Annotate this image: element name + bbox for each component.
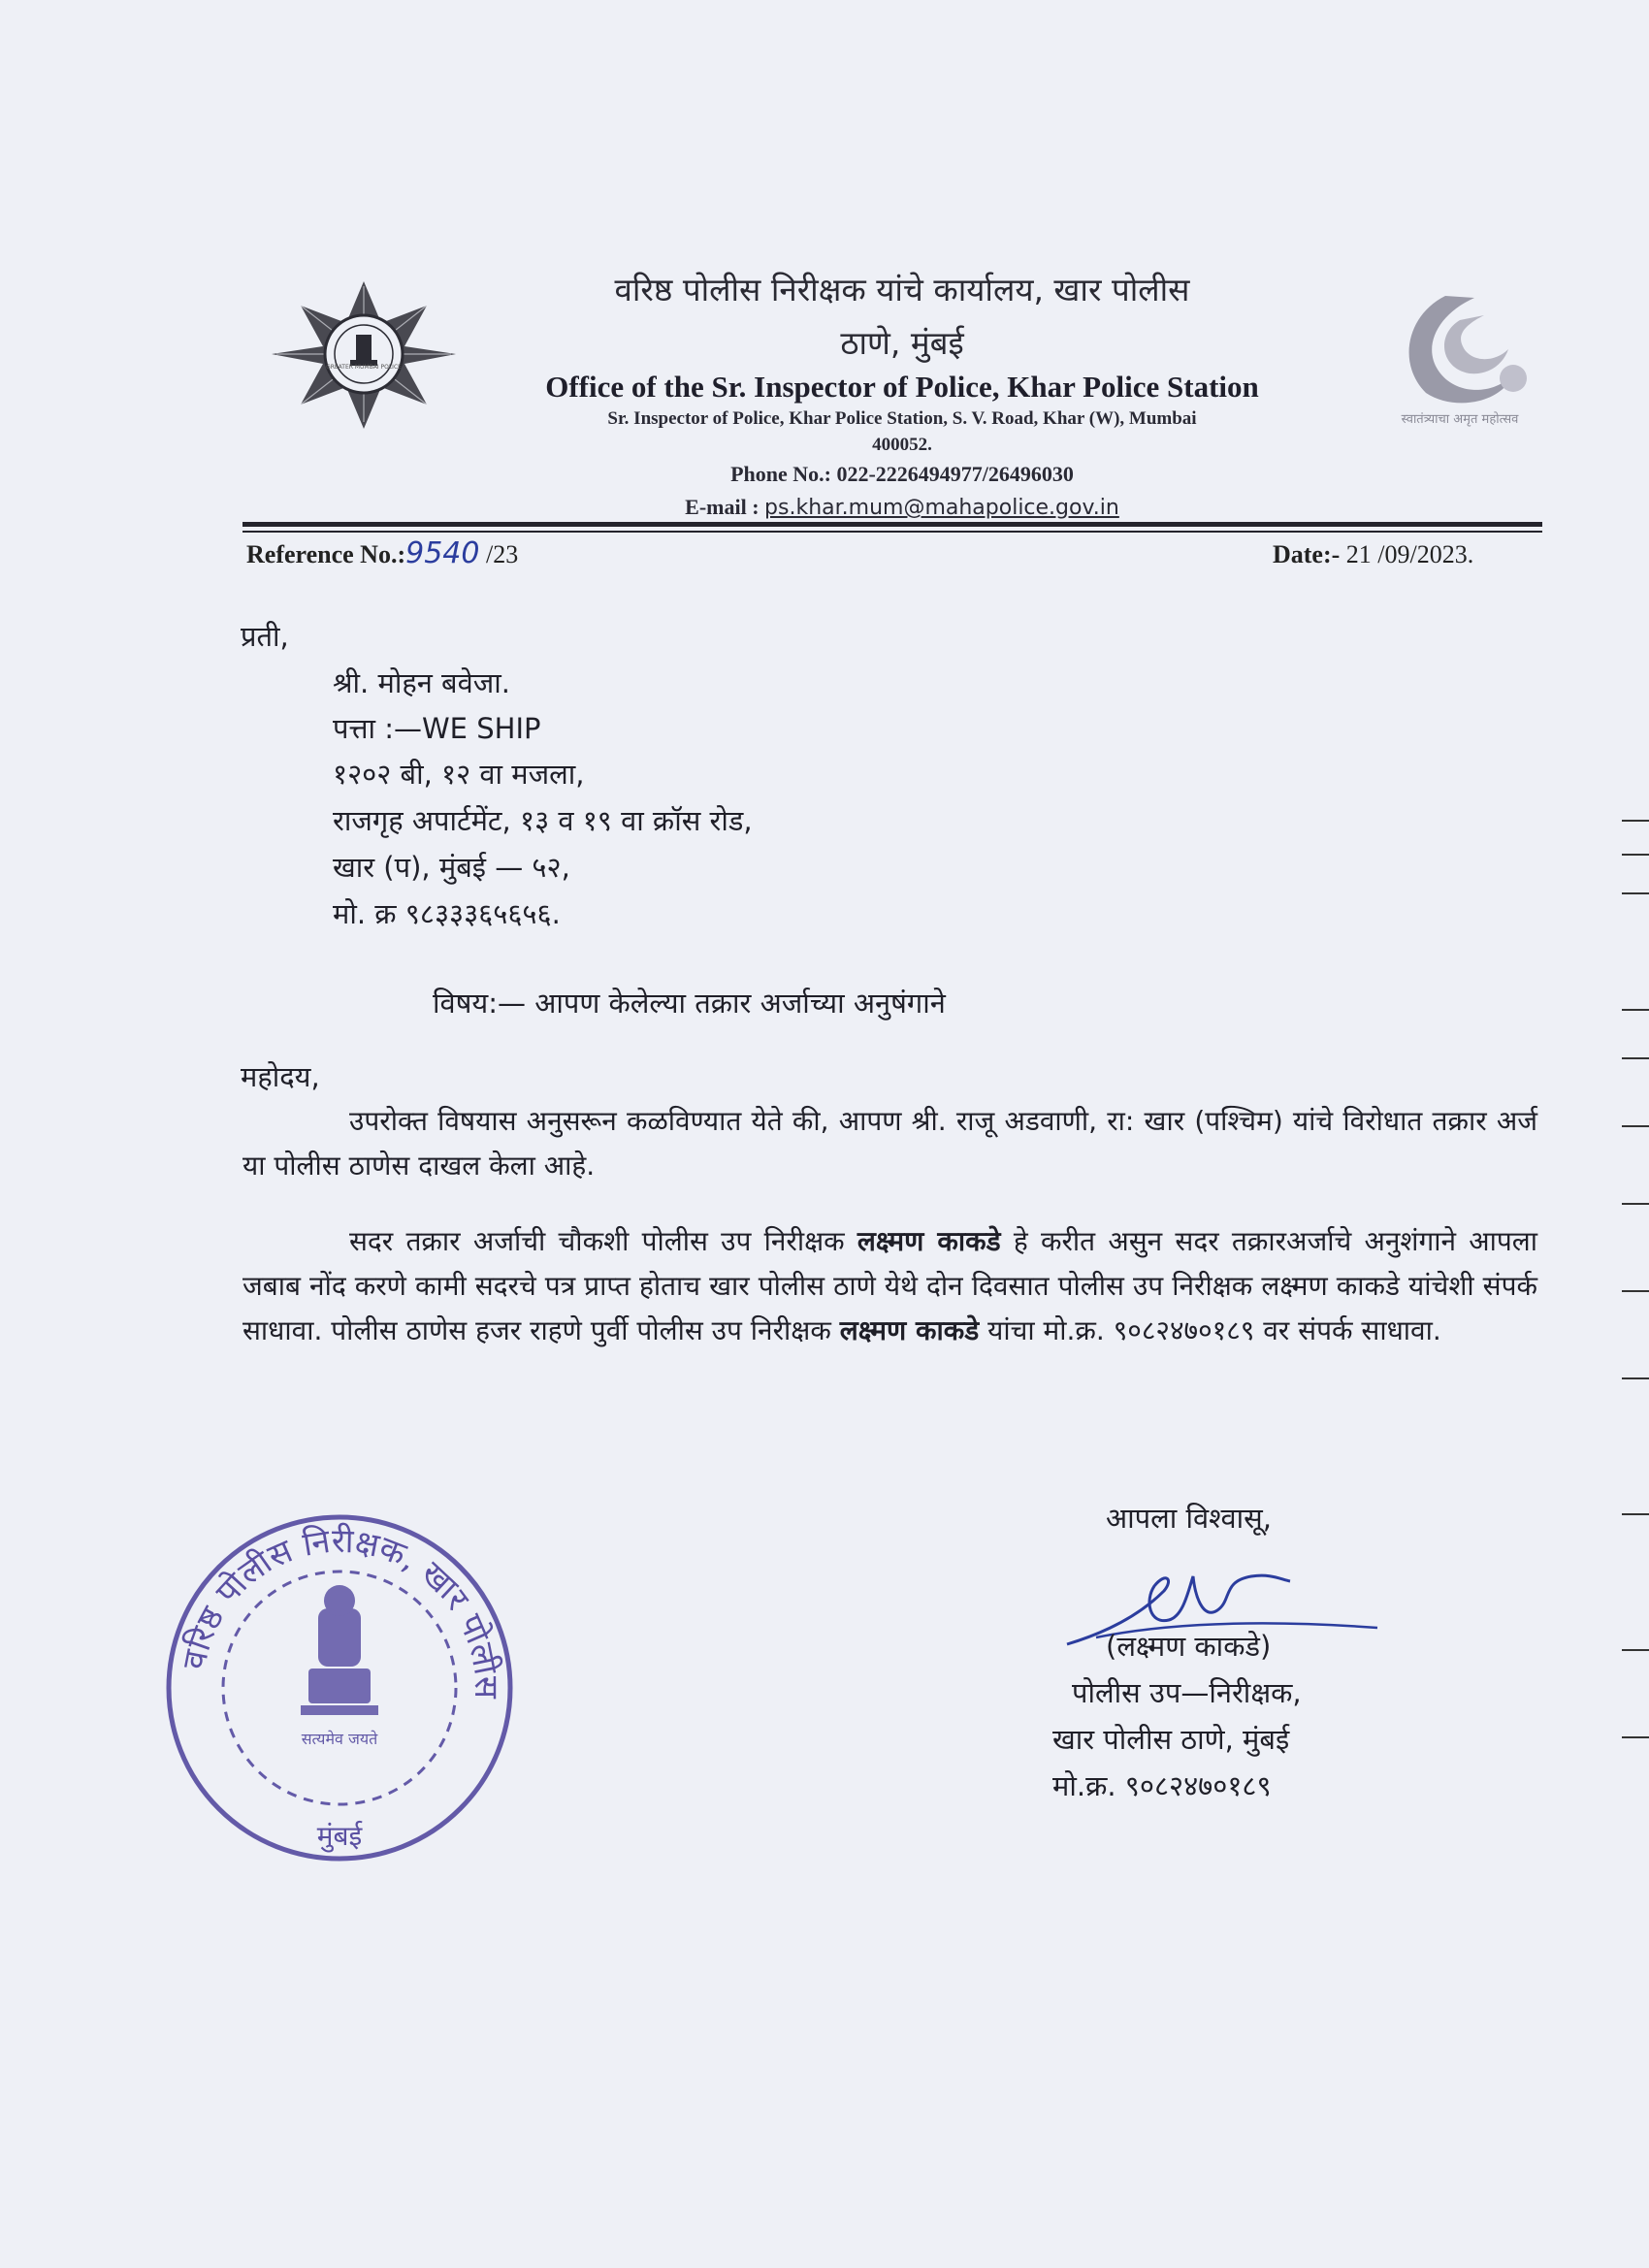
para2-text-3: यांचा मो.क्र. ९०८२४७०१८९ वर संपर्क साधावा. [979, 1314, 1441, 1346]
reference-row [246, 536, 518, 570]
office-stamp [155, 1504, 524, 1872]
swirl-logo-icon [1368, 276, 1552, 422]
para2-text-2: हे करीत असुन सदर तक्रारअर्जाचे अनुशंगाने आपला जबाब नोंद करणे कामी सदरचे पत्र प्राप्त होताच खार पोलीस ठाणे येथे दोन दिवसात पोलीस उप निरीक्षक लक्ष्मण काकडे यांचेशी संपर्क साधावा. पोलीस ठाणेस हजर राहणे पुर्वी पोलीस उप निरीक्षक [242, 1225, 1537, 1346]
header-title-english: Office of the Sr. Inspector of Police, Khar Police Station [545, 370, 1259, 404]
recipient-address-2: राजगृह अपार्टमेंट, १३ व १९ वा क्रॉस रोड, [333, 804, 753, 837]
header-address-1: Sr. Inspector of Police, Khar Police Station, S. V. Road, Khar (W), Mumbai [607, 408, 1197, 429]
body-paragraph-1: उपरोक्त विषयास अनुसरून कळविण्यात येते की, आपण श्री. राजू अडवाणी, रा: खार (पश्चिम) यांचे विरोधात तक्रार अर्ज या पोलीस ठाणेस दाखल केला आहे. [242, 1105, 1537, 1182]
header-email-row [427, 495, 1377, 520]
margin-mark [1622, 1125, 1649, 1127]
amrit-mahotsav-caption: स्वातंत्र्याचा अमृत महोत्सव [1401, 412, 1519, 427]
header-phone: Phone No.: 022-2226494977/26496030 [730, 462, 1074, 486]
date-label: Date:- [1273, 540, 1341, 568]
margin-mark [1622, 1377, 1649, 1379]
recipient-name: श्री. मोहन बवेजा. [333, 666, 510, 699]
header-title-marathi-1: वरिष्ठ पोलीस निरीक्षक यांचे कार्यालय, खार पोलीस [614, 271, 1190, 308]
email-link[interactable]: ps.khar.mum@mahapolice.gov.in [764, 496, 1119, 520]
header-rule-thin [242, 531, 1542, 533]
reference-suffix: /23 [479, 540, 519, 568]
margin-mark [1622, 1290, 1649, 1292]
recipient-address-label: पत्ता :—WE SHIP [333, 712, 541, 745]
amrit-mahotsav-logo [1368, 276, 1552, 422]
reference-number: 9540 [405, 536, 480, 570]
prati: प्रती, [241, 620, 289, 653]
signatory-name: (लक्ष्मण काकडे) [1106, 1630, 1272, 1663]
stamp-seal-icon [155, 1504, 524, 1872]
margin-mark [1622, 1203, 1649, 1205]
stamp-bottom-text: मुंबई [316, 1820, 363, 1852]
salutation: महोदय, [241, 1060, 320, 1093]
date-value: 21 /09/2023. [1340, 540, 1474, 568]
header-rule-thick [242, 522, 1542, 527]
margin-mark [1622, 820, 1649, 822]
margin-mark [1622, 892, 1649, 894]
margin-mark [1622, 1649, 1649, 1651]
signatory-designation: पोलीस उप—निरीक्षक, [1072, 1676, 1302, 1709]
email-label: E-mail : [685, 495, 765, 519]
stamp-emblem-caption: सत्यमेव जयते [301, 1730, 378, 1748]
recipient-address-3: खार (प), मुंबई — ५२, [333, 851, 570, 884]
body-paragraph-2 [242, 1219, 1537, 1353]
date-row [1273, 540, 1473, 569]
para2-officer-name-2: लक्ष्मण काकडे [839, 1314, 980, 1346]
left-logo-text: GREATER MUMBAI POLICE [326, 364, 402, 371]
margin-mark [1622, 1009, 1649, 1011]
closing: आपला विश्वासू, [1106, 1502, 1272, 1535]
margin-mark [1622, 1736, 1649, 1738]
margin-mark [1622, 1057, 1649, 1059]
header-address-2: 400052. [872, 435, 932, 455]
subject-line: विषय:— आपण केलेल्या तक्रार अर्जाच्या अनुषंगाने [433, 987, 946, 1020]
reference-label: Reference No.: [246, 540, 406, 568]
margin-mark [1622, 1513, 1649, 1515]
signatory-station: खार पोलीस ठाणे, मुंबई [1052, 1723, 1290, 1756]
recipient-mobile: मो. क्र ९८३३३६५६५६. [333, 897, 561, 930]
para2-officer-name-1: लक्ष्मण काकडे [857, 1225, 1001, 1257]
margin-mark [1622, 854, 1649, 856]
stamp-ring-text: वरिष्ठ पोलीस निरीक्षक, खार पोलीस [175, 1521, 506, 1700]
recipient-address-1: १२०२ बी, १२ वा मजला, [333, 758, 585, 791]
header-title-marathi-2: ठाणे, मुंबई [840, 324, 964, 362]
signatory-mobile: मो.क्र. ९०८२४७०१८९ [1052, 1769, 1272, 1802]
para2-text-1: सदर तक्रार अर्जाची चौकशी पोलीस उप निरीक्षक [349, 1225, 857, 1257]
